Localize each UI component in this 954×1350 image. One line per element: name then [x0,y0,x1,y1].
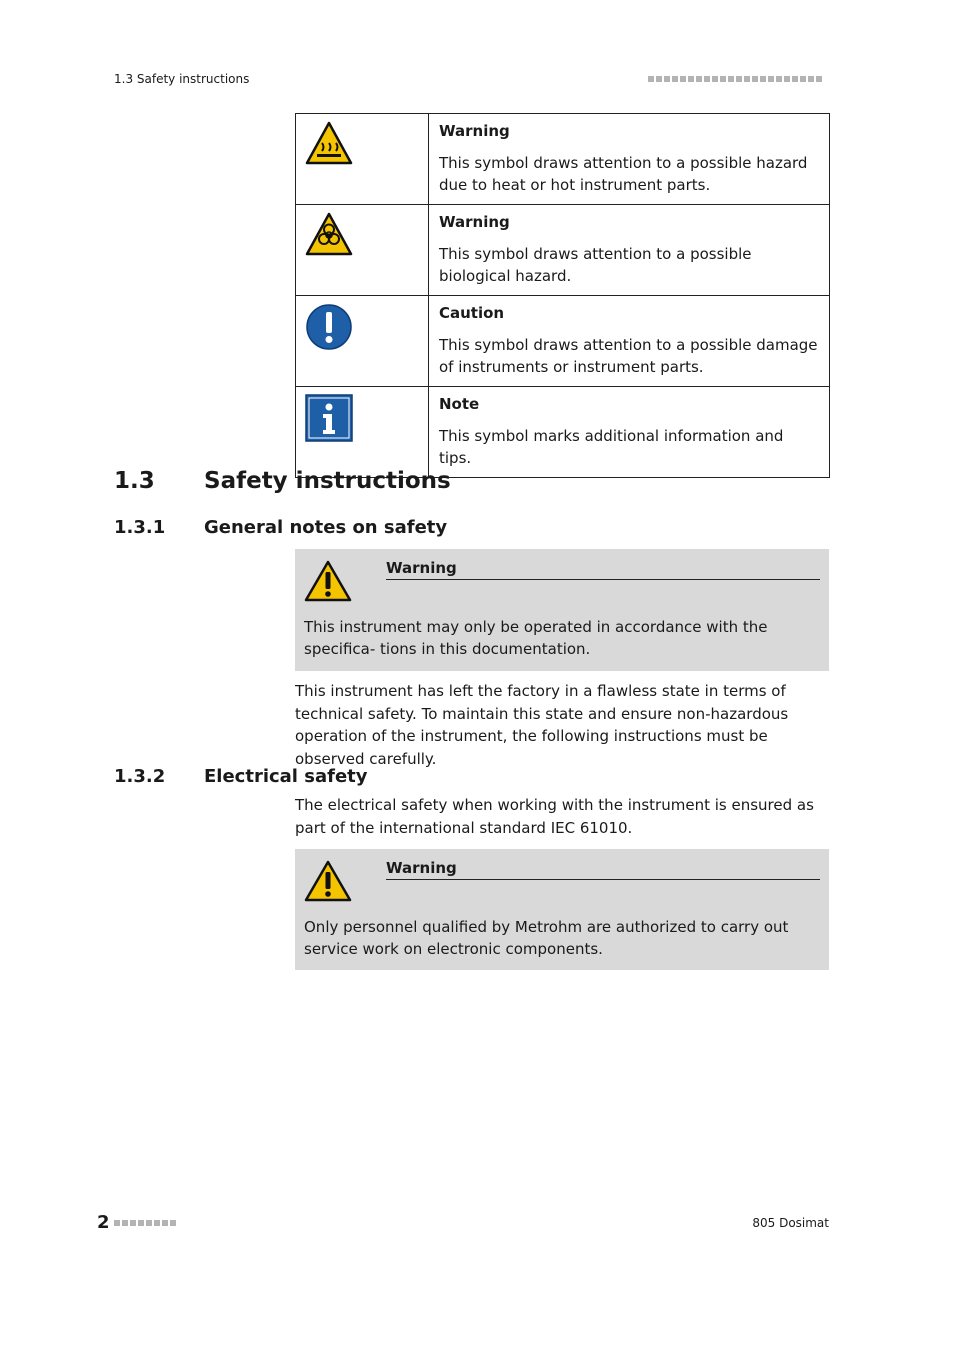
symbol-description: This symbol draws attention to a possible biological hazard. [439,245,752,285]
footer-decoration [114,1220,176,1226]
warning-triangle-icon [304,860,352,902]
section-title: Safety instructions [204,468,451,494]
warning-heading: Warning [386,559,820,580]
symbol-row [296,387,830,478]
warning-text: This instrument may only be operated in accordance with the specifica- tions in this documentation. [304,618,768,658]
biohazard-warning-icon [305,212,353,256]
warning-triangle-icon [304,560,352,602]
subsection-title-electrical: Electrical safety [204,766,368,787]
symbol-row [296,114,830,205]
electrical-safety-paragraph: The electrical safety when working with the instrument is ensured as part of the international standard IEC 61010. [295,796,814,837]
info-note-icon [305,394,353,442]
general-safety-paragraph: This instrument has left the factory in a flawless state in terms of technical safety. To maintain this state and ensure non-hazardous operation of the instrument, the following instructions must be observed carefully. [295,682,789,768]
electrical-warning-box [295,849,829,970]
symbol-description: This symbol marks additional information and tips. [439,427,784,467]
symbol-title: Note [439,395,480,413]
subsection-number-general: 1.3.1 [114,517,166,538]
caution-exclamation-icon [305,303,353,351]
subsection-title-general: General notes on safety [204,517,448,538]
warning-text: Only personnel qualified by Metrohm are authorized to carry out service work on electronic components. [304,918,789,958]
warning-heading: Warning [386,859,820,880]
subsection-number-electrical: 1.3.2 [114,766,166,787]
footer-product-name: 805 Dosimat [752,1216,829,1230]
symbol-table [295,113,830,478]
section-number: 1.3 [114,468,155,494]
page-number: 2 [97,1212,110,1233]
symbol-title: Warning [439,213,510,231]
symbol-description: This symbol draws attention to a possible hazard due to heat or hot instrument parts. [439,154,808,194]
symbol-description: This symbol draws attention to a possible damage of instruments or instrument parts. [439,336,818,376]
symbol-row [296,205,830,296]
header-decoration [648,76,822,82]
symbol-title: Warning [439,122,510,140]
running-head: 1.3 Safety instructions [114,72,250,86]
symbol-title: Caution [439,304,505,322]
symbol-row [296,296,830,387]
general-warning-box [295,549,829,671]
hot-surface-warning-icon [305,121,353,165]
